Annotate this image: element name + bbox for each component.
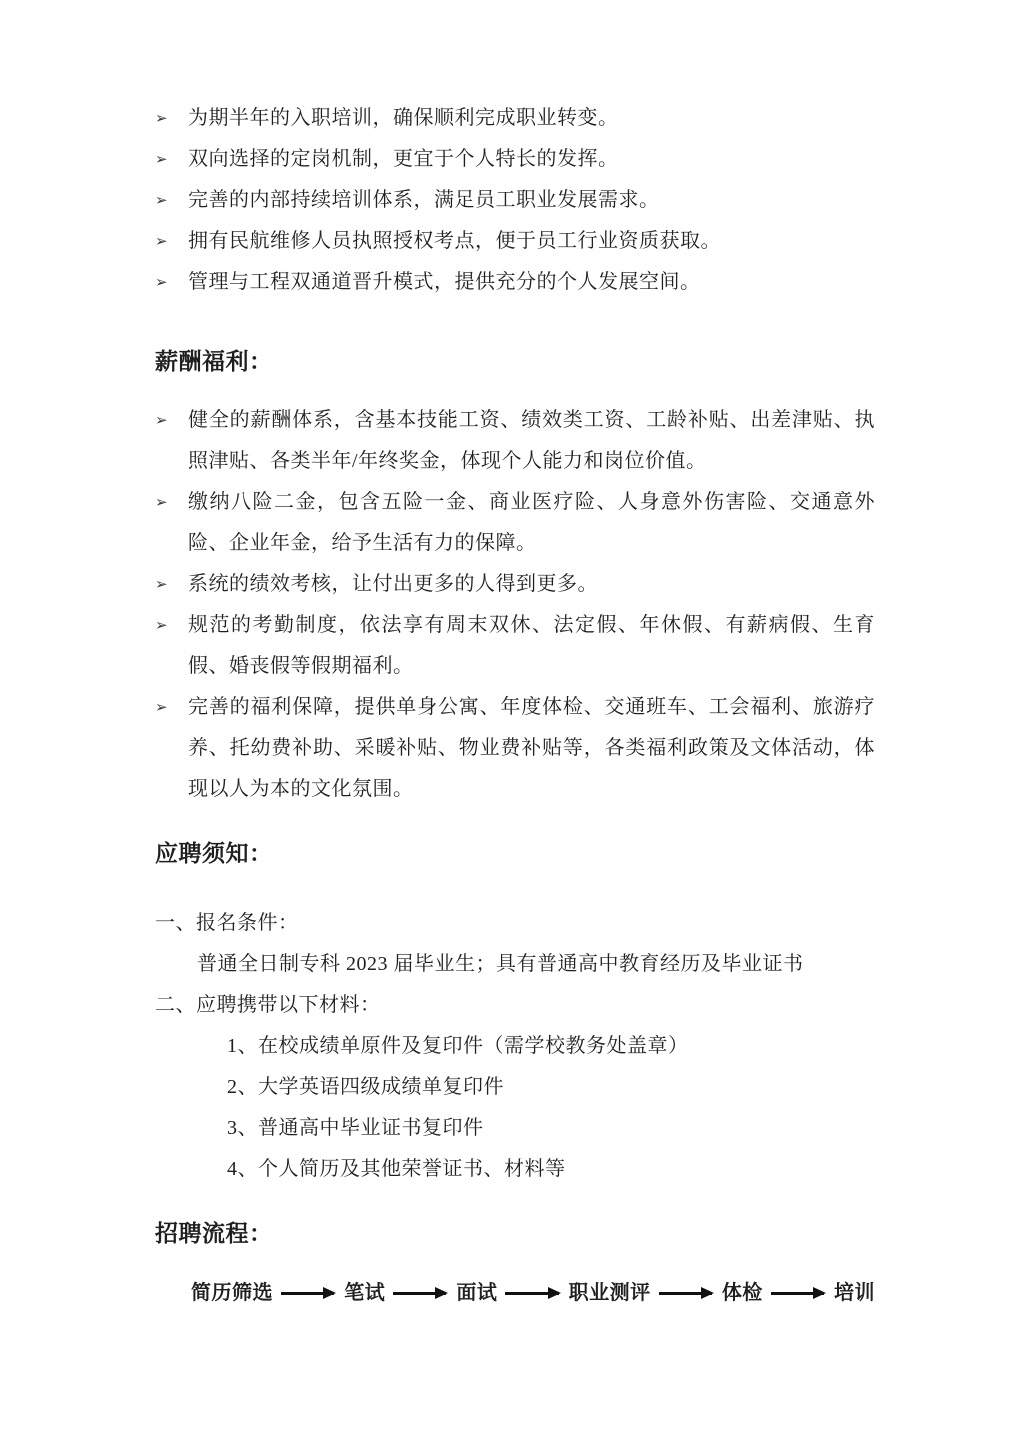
flow-arrow-icon — [505, 1292, 558, 1294]
arrowhead-bullet-icon: ➢ — [155, 698, 168, 716]
process-flow — [191, 1273, 875, 1314]
flow-step-physical-exam: 体检 — [721, 1282, 763, 1304]
material-item: 3、普通高中毕业证书复印件 — [227, 1117, 484, 1139]
list-item — [155, 564, 875, 605]
material-item: 2、大学英语四级成绩单复印件 — [227, 1076, 504, 1098]
list-item-text: 系统的绩效考核，让付出更多的人得到更多。 — [188, 573, 598, 595]
intro-bullet-list — [155, 98, 875, 303]
notice-block — [155, 903, 875, 1190]
list-item-text: 拥有民航维修人员执照授权考点，便于员工行业资质获取。 — [188, 230, 721, 252]
list-item — [155, 221, 875, 262]
arrowhead-bullet-icon: ➢ — [155, 411, 168, 429]
arrowhead-bullet-icon: ➢ — [155, 232, 168, 250]
list-item — [155, 482, 875, 564]
arrowhead-bullet-icon: ➢ — [155, 273, 168, 291]
flow-step-written-test: 笔试 — [344, 1282, 386, 1304]
materials-label: 二、应聘携带以下材料： — [155, 994, 381, 1016]
list-item-text: 双向选择的定岗机制，更宜于个人特长的发挥。 — [188, 148, 619, 170]
material-item: 4、个人简历及其他荣誉证书、材料等 — [227, 1158, 566, 1180]
list-item — [155, 262, 875, 303]
list-item — [155, 605, 875, 687]
benefits-bullet-list — [155, 400, 875, 810]
flow-arrow-icon — [659, 1292, 712, 1294]
arrowhead-bullet-icon: ➢ — [155, 150, 168, 168]
flow-step-resume-screening: 简历筛选 — [191, 1282, 273, 1304]
flow-arrow-icon — [281, 1292, 334, 1294]
flow-arrow-icon — [771, 1292, 824, 1294]
list-item — [155, 180, 875, 221]
list-item-text: 完善的福利保障，提供单身公寓、年度体检、交通班车、工会福利、旅游疗养、托幼费补助、采暖补贴、物业费补贴等，各类福利政策及文体活动，体现以人为本的文化氛围。 — [188, 696, 875, 800]
arrowhead-bullet-icon: ➢ — [155, 109, 168, 127]
list-item — [155, 139, 875, 180]
list-item-text: 健全的薪酬体系，含基本技能工资、绩效类工资、工龄补贴、出差津贴、执照津贴、各类半年/年终奖金，体现个人能力和岗位价值。 — [188, 409, 875, 472]
list-item — [155, 98, 875, 139]
benefits-section-heading: 薪酬福利： — [155, 349, 273, 374]
list-item — [155, 400, 875, 482]
condition-label: 一、报名条件： — [155, 912, 299, 934]
list-item-text: 管理与工程双通道晋升模式，提供充分的个人发展空间。 — [188, 271, 701, 293]
list-item — [155, 687, 875, 810]
flow-step-interview: 面试 — [456, 1282, 498, 1304]
flow-step-training: 培训 — [834, 1282, 876, 1304]
list-item-text: 规范的考勤制度，依法享有周末双休、法定假、年休假、有薪病假、生育假、婚丧假等假期福利。 — [188, 614, 875, 677]
arrowhead-bullet-icon: ➢ — [155, 575, 168, 593]
material-item: 1、在校成绩单原件及复印件（需学校教务处盖章） — [227, 1035, 689, 1057]
condition-detail: 普通全日制专科 2023 届毕业生；具有普通高中教育经历及毕业证书 — [197, 953, 804, 975]
notice-section-heading: 应聘须知： — [155, 841, 273, 866]
list-item-text: 缴纳八险二金，包含五险一金、商业医疗险、人身意外伤害险、交通意外险、企业年金，给予生活有力的保障。 — [188, 491, 875, 554]
arrowhead-bullet-icon: ➢ — [155, 616, 168, 634]
list-item-text: 为期半年的入职培训，确保顺利完成职业转变。 — [188, 107, 619, 129]
arrowhead-bullet-icon: ➢ — [155, 191, 168, 209]
list-item-text: 完善的内部持续培训体系，满足员工职业发展需求。 — [188, 189, 660, 211]
flow-step-career-assessment: 职业测评 — [568, 1282, 651, 1304]
arrowhead-bullet-icon: ➢ — [155, 493, 168, 511]
process-section-heading: 招聘流程： — [155, 1221, 273, 1246]
flow-arrow-icon — [393, 1292, 446, 1294]
